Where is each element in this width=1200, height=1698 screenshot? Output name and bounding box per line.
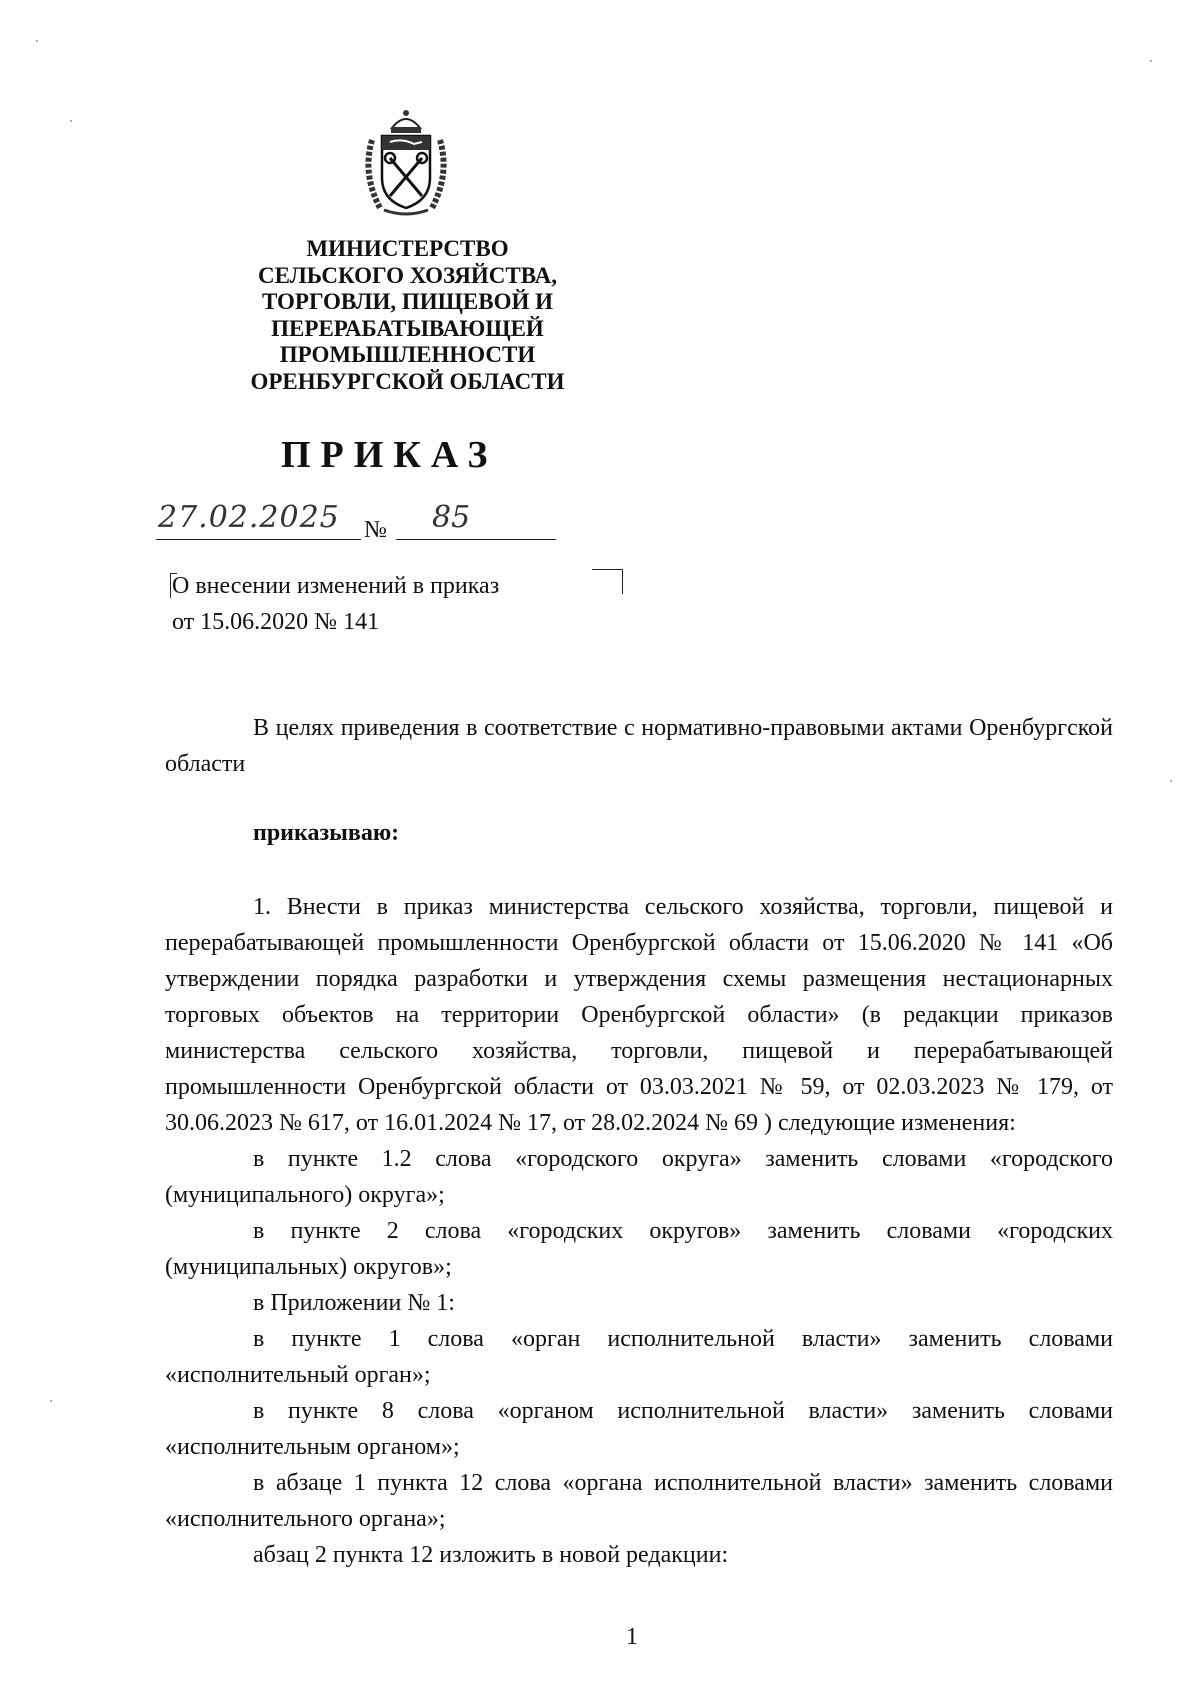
scan-speck xyxy=(1170,780,1172,782)
document-type-title: ПРИКАЗ xyxy=(281,434,498,476)
body-paragraph: в пункте 2 слова «городских округов» заменить словами «городских (муниципальных) округов»; xyxy=(165,1218,1113,1280)
page-number: 1 xyxy=(626,1624,638,1650)
ministry-line: СЕЛЬСКОГО ХОЗЯЙСТВА, xyxy=(257,262,558,288)
handwritten-number: 85 xyxy=(432,500,471,535)
ministry-line: ПЕРЕРАБАТЫВАЮЩЕЙ xyxy=(271,315,544,341)
body-paragraph: 1. Внести в приказ министерства сельского хозяйства, торговли, пищевой и перерабатывающей промышленности Оренбургской области от 15.06.2020 № 141 «Об утверждении порядка разработки и утверждения схемы размещения нестационарных торговых объектов на территории Оренбургской области» (в редакции приказов министерства сельского хозяйства, торговли, пищевой и перерабатывающей промышленности Оренбургской области от 03.03.2021 № 59, от 02.03.2023 № 179, от 30.06.2023 № 617, от 16.01.2024 № 17, от 28.02.2024 № 69 ) следующие изменения: xyxy=(165,894,1113,1136)
ministry-line: ТОРГОВЛИ, ПИЩЕВОЙ И xyxy=(261,289,554,314)
preamble-paragraph: В целях приведения в соответствие с нормативно-правовыми актами Оренбургской области xyxy=(165,715,1113,777)
ministry-line: ОРЕНБУРГСКОЙ ОБЛАСТИ xyxy=(250,368,565,394)
ministry-line: МИНИСТЕРСТВО xyxy=(306,236,509,261)
subject-line: от 15.06.2020 № 141 xyxy=(172,609,380,635)
number-sign: № xyxy=(364,517,387,543)
body-paragraph: в пункте 1 слова «орган исполнительной власти» заменить словами «исполнительный орган»; xyxy=(165,1326,1113,1388)
ministry-line: ПРОМЫШЛЕННОСТИ xyxy=(279,342,536,367)
body-paragraph: в Приложении № 1: xyxy=(253,1290,455,1316)
subject-line: О внесении изменений в приказ xyxy=(172,573,500,599)
scan-speck xyxy=(1150,60,1152,62)
handwritten-date: 27.02.2025 xyxy=(158,500,340,535)
number-underline xyxy=(396,509,556,540)
body-paragraph: в пункте 8 слова «органом исполнительной власти» заменить словами «исполнительным органом»; xyxy=(165,1398,1113,1460)
subject-bracket-right xyxy=(592,569,623,594)
body-paragraph: в абзаце 1 пункта 12 слова «органа исполнительной власти» заменить словами «исполнительного органа»; xyxy=(165,1470,1113,1532)
body-paragraph: абзац 2 пункта 12 изложить в новой редакции: xyxy=(253,1542,729,1568)
body-paragraph: в пункте 1.2 слова «городского округа» заменить словами «городского (муниципального) округа»; xyxy=(165,1146,1113,1208)
document-subject xyxy=(172,568,499,640)
scan-speck xyxy=(50,1400,52,1402)
coat-of-arms-emblem xyxy=(358,108,454,218)
document-body xyxy=(165,710,1113,1573)
decree-word: приказываю: xyxy=(253,820,400,846)
scan-speck xyxy=(36,40,38,42)
ministry-name xyxy=(230,236,585,395)
scan-speck xyxy=(70,120,72,122)
